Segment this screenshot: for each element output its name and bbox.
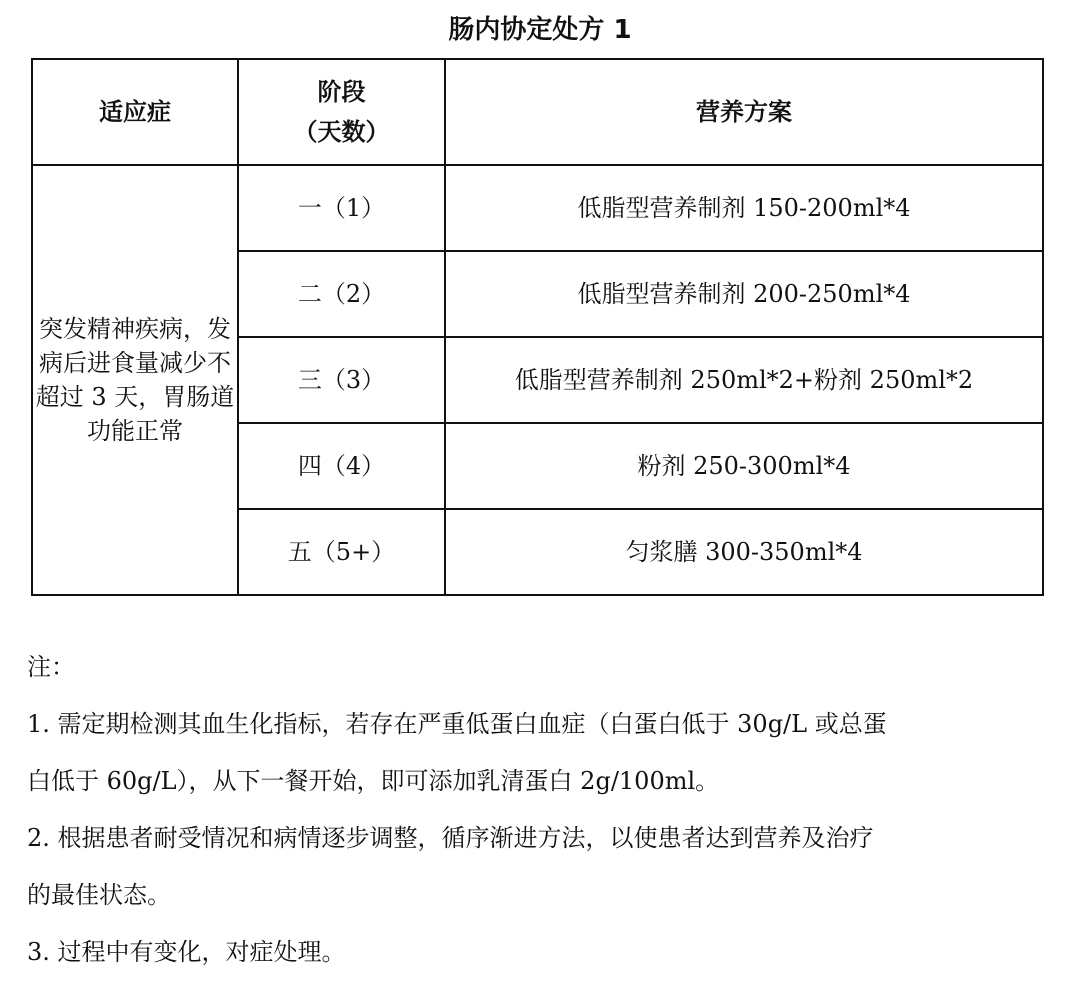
stage-cell: 四（4） bbox=[238, 423, 445, 509]
plan-cell: 低脂型营养制剂 250ml*2+粉剂 250ml*2 bbox=[445, 337, 1043, 423]
document-title: 肠内协定处方 1 bbox=[448, 15, 632, 45]
stage-cell: 二（2） bbox=[238, 251, 445, 337]
header-stage bbox=[238, 59, 445, 165]
nutrition-protocol-table bbox=[31, 58, 1044, 596]
stage-cell: 三（3） bbox=[238, 337, 445, 423]
header-stage-line1: 阶段 bbox=[317, 78, 366, 106]
note-line: 的最佳状态。 bbox=[27, 881, 171, 909]
plan-cell: 低脂型营养制剂 200-250ml*4 bbox=[445, 251, 1043, 337]
notes-heading: 注： bbox=[27, 653, 75, 681]
table-header-row bbox=[32, 59, 1043, 165]
plan-cell: 低脂型营养制剂 150-200ml*4 bbox=[445, 165, 1043, 251]
indication-cell: 突发精神疾病，发病后进食量减少不超过 3 天，胃肠道功能正常 bbox=[32, 165, 238, 595]
plan-cell: 粉剂 250-300ml*4 bbox=[445, 423, 1043, 509]
note-line: 2. 根据患者耐受情况和病情逐步调整，循序渐进方法，以使患者达到营养及治疗 bbox=[27, 824, 874, 852]
stage-cell: 一（1） bbox=[238, 165, 445, 251]
stage-cell: 五（5+） bbox=[238, 509, 445, 595]
header-plan: 营养方案 bbox=[445, 59, 1043, 165]
note-line: 3. 过程中有变化，对症处理。 bbox=[27, 938, 346, 966]
note-line: 白低于 60g/L），从下一餐开始，即可添加乳清蛋白 2g/100ml。 bbox=[27, 767, 720, 795]
notes-section bbox=[27, 643, 1057, 985]
note-line: 1. 需定期检测其血生化指标，若存在严重低蛋白血症（白蛋白低于 30g/L 或总蛋 bbox=[27, 710, 887, 738]
plan-cell: 匀浆膳 300-350ml*4 bbox=[445, 509, 1043, 595]
table-row bbox=[32, 165, 1043, 251]
header-indication: 适应症 bbox=[32, 59, 238, 165]
header-stage-line2: （天数） bbox=[293, 118, 390, 146]
